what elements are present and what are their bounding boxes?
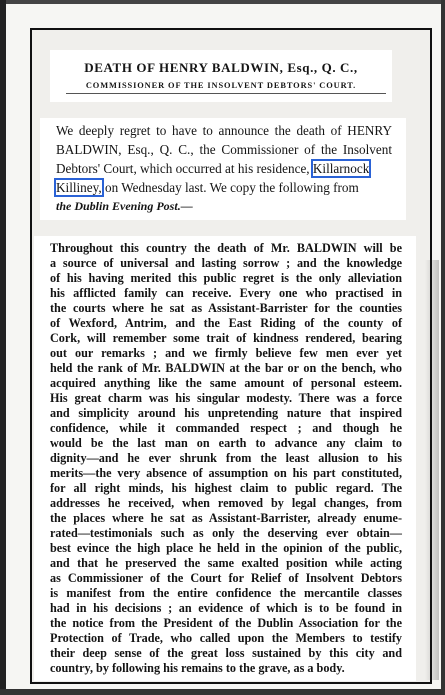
body-line: of Wexford, Antrim, and the East Riding of the county of: [50, 316, 402, 330]
scan-edge-right: [441, 0, 445, 695]
body-line: country, by following his remains to the grave, as a body.: [50, 661, 345, 675]
body-line: his afflicted family can receive. Every one who practised in: [50, 286, 402, 300]
body-line: acquired anything like the same amount of personal esteem.: [50, 376, 402, 390]
intro-line: [56, 179, 359, 196]
scan-edge-bottom: [0, 689, 445, 695]
body-line: a source of universal and lasting sorrow ; and the knowledge: [50, 256, 402, 270]
headline: DEATH OF HENRY BALDWIN, Esq., Q. C.,: [84, 60, 358, 75]
body-line: His great charm was his singular modesty. There was a force: [50, 391, 402, 405]
body-line: as Commissioner of the Court for Relief of Insolvent Debtors: [50, 571, 402, 585]
body-line: Protection of Trade, who called upon the Members to testify: [50, 631, 402, 645]
body-line: and that he preserved the same exalted position while acting: [50, 556, 402, 570]
highlighted-place-name: Killiney,: [56, 180, 102, 195]
body-line: the courts where he sat as Assistant-Barrister for the counties: [50, 301, 402, 315]
intro-line: BALDWIN, Esq., Q. C., the Commissioner of the Insolvent: [56, 142, 392, 157]
body-line: for all right minds, his highest claim to public regard. The: [50, 481, 402, 495]
body-line: would be the last man on earth to advance any claim to: [50, 436, 402, 450]
body-line: and simplicity around his unpretending nature that inspired: [50, 406, 402, 420]
highlighted-place-name: Killarnock: [312, 161, 370, 176]
scan-edge-top: [0, 0, 445, 4]
body-line: dignity—and he ever shrunk from the least allusion to his: [50, 451, 402, 465]
body-line: the notice from the President of the Dublin Association for the: [50, 616, 402, 630]
scan-edge-left: [0, 0, 6, 695]
intro-line: We deeply regret to have to announce the death of HENRY: [56, 123, 392, 138]
subheadline: COMMISSIONER OF THE INSOLVENT DEBTORS' COURT.: [50, 81, 392, 90]
body-line: is manifest from the entire confidence the mercantile classes: [50, 586, 402, 600]
body-line: the places where he sat as Assistant-Barrister, already enume-: [50, 511, 402, 525]
body-line: out our remarks ; and we firmly believe few men ever yet: [50, 346, 402, 360]
body-line: Cork, will remember some trait of kindness rendered, bearing: [50, 331, 402, 345]
scan-shadow: [425, 260, 439, 680]
intro-line-text: on Wednesday last. We copy the following from: [104, 180, 359, 195]
intro-paragraph: [40, 118, 406, 220]
body-line: had in his decisions ; an evidence of which is to be found in: [50, 601, 402, 615]
body-line: addresses he received, when removed by legal changes, from: [50, 496, 402, 510]
body-line: confidence, while it commanded respect ; and though he: [50, 421, 402, 435]
body-line: best evince the high place he held in the opinion of the public,: [50, 541, 402, 555]
body-line: rated—testimonials such as only the deserving ever obtain—: [50, 526, 402, 540]
title-block: [50, 50, 392, 102]
intro-line: the Dublin Evening Post.—: [56, 199, 193, 213]
body-line: merits—the very absence of assumption on his part constituted,: [50, 466, 402, 480]
body-paragraph: [34, 236, 416, 681]
intro-line: [56, 160, 369, 177]
intro-line-text: Debtors' Court, which occurred at his residence,: [56, 161, 310, 176]
body-line: their deep sense of the great loss sustained by this city and: [50, 646, 402, 660]
body-line: held the rank of Mr. BALDWIN at the bar or on the bench, who: [50, 361, 402, 375]
body-line: Throughout this country the death of Mr. BALDWIN will be: [50, 241, 402, 255]
body-line: of his having merited this public regret is the only alleviation: [50, 271, 402, 285]
